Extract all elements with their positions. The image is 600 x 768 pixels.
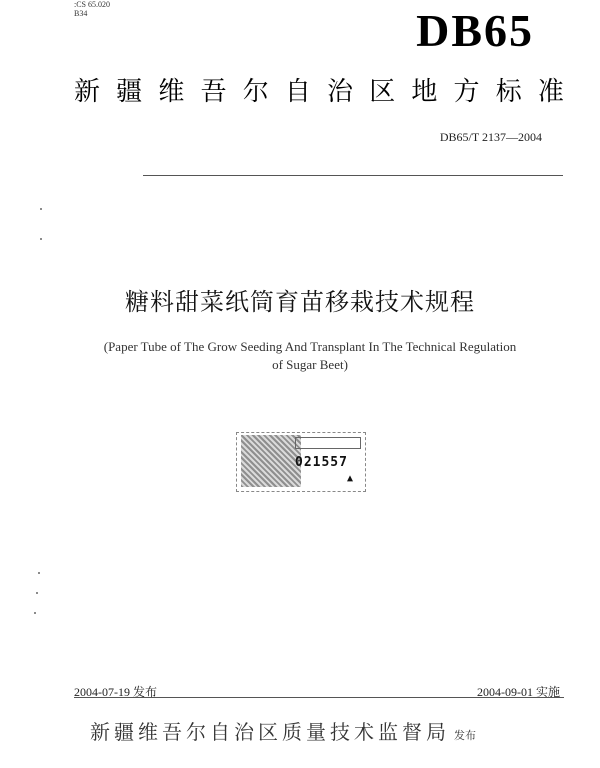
stamp-image	[241, 435, 301, 487]
authority-char: 吾	[200, 77, 227, 107]
scan-speck	[40, 208, 42, 210]
issuer-suffix: 发布	[454, 729, 476, 742]
english-title-line: of Sugar Beet)	[272, 357, 348, 372]
standard-logo: DB65	[416, 5, 534, 56]
document-title-chinese: 糖料甜菜纸筒育苗移栽技术规程	[125, 288, 475, 316]
implement-date: 2004-09-01 实施	[477, 685, 560, 699]
issuer-name: 新疆维吾尔自治区质量技术监督局	[90, 720, 450, 744]
stamp-code: 021557	[295, 455, 348, 470]
document-title-english	[60, 338, 560, 374]
standard-number: DB65/T 2137—2004	[439, 130, 542, 144]
classification-codes	[74, 0, 110, 18]
authority-char: 维	[158, 77, 185, 107]
authority-char: 自	[284, 77, 311, 107]
scan-speck	[38, 572, 40, 574]
authority-char: 方	[453, 77, 480, 107]
ics-code: :CS 65.020	[74, 0, 111, 9]
scan-speck	[36, 592, 38, 594]
authority-char: 治	[327, 77, 354, 107]
scan-speck	[34, 612, 36, 614]
authority-char: 疆	[116, 77, 143, 107]
authority-char: 尔	[242, 77, 269, 107]
issuing-authority	[90, 716, 476, 745]
authority-char: 地	[411, 77, 438, 107]
ccs-code: B34	[74, 9, 88, 18]
authority-char: 准	[537, 77, 564, 107]
authority-char: 标	[495, 77, 522, 107]
header-divider	[143, 175, 563, 176]
authority-char: 区	[369, 77, 396, 107]
stamp-frame	[295, 437, 361, 449]
issue-date: 2004-07-19 发布	[74, 685, 157, 699]
english-title-line: (Paper Tube of The Grow Seeding And Transplant In The Technical Regulation	[103, 339, 517, 354]
stamp-mark-icon: ▲	[347, 473, 354, 484]
footer-divider	[74, 697, 564, 698]
scan-speck	[40, 238, 42, 240]
library-stamp	[236, 432, 366, 492]
authority-char: 新	[74, 77, 101, 107]
authority-title	[74, 76, 564, 108]
